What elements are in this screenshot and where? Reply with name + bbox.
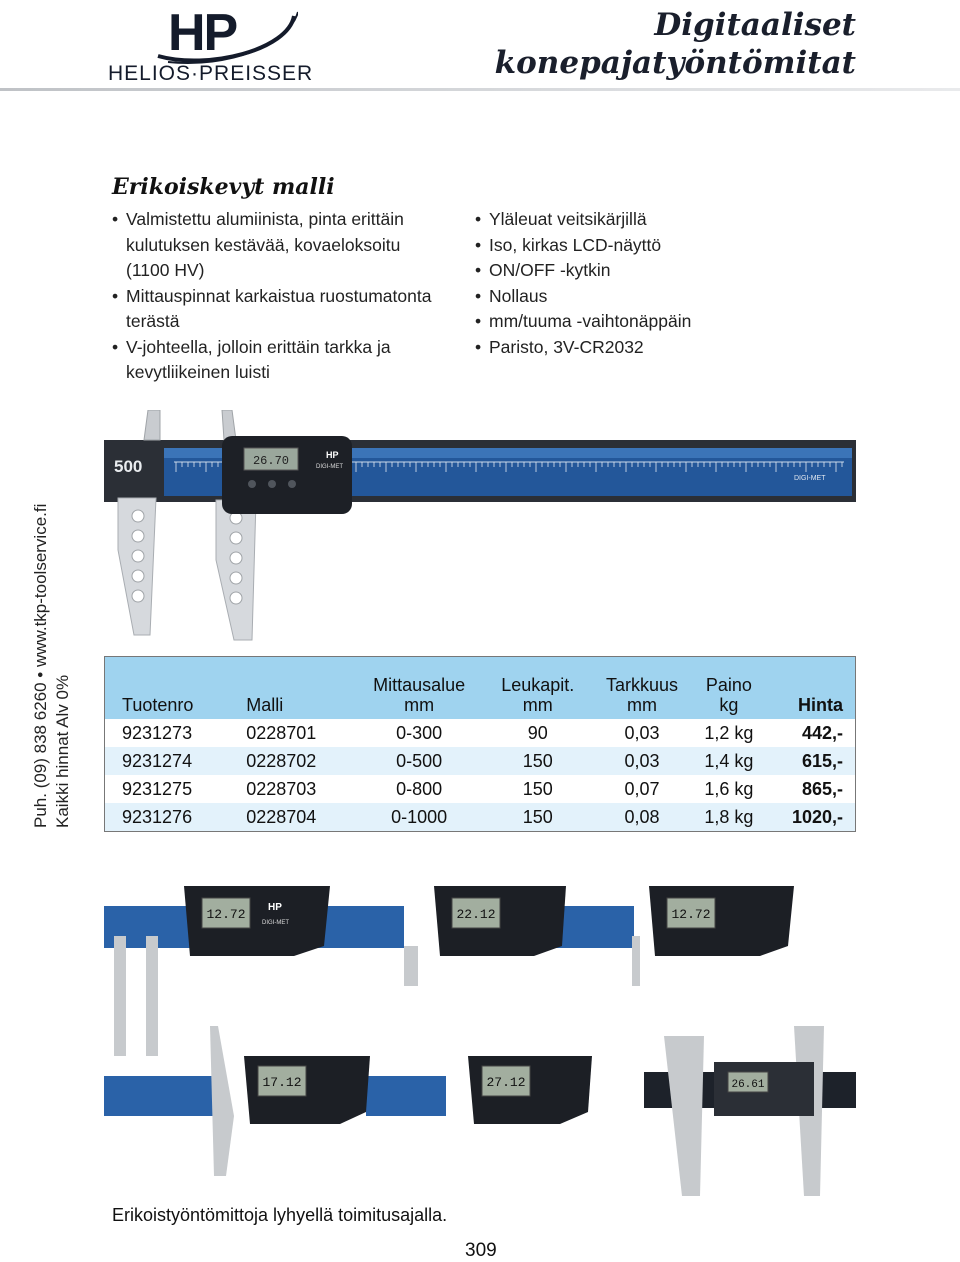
cell-paino: 1,8 kg	[694, 803, 764, 832]
cell-mittausalue: 0-1000	[353, 803, 485, 832]
cell-hinta: 442,-	[764, 719, 855, 747]
header-tarkkuus: Tarkkuus mm	[590, 657, 693, 720]
cell-tarkkuus: 0,03	[590, 747, 693, 775]
list-item: • mm/tuuma -vaihtonäppäin	[475, 309, 805, 335]
cell-hinta: 1020,-	[764, 803, 855, 832]
photo-caliper-2	[404, 886, 566, 986]
cell-malli: 0228702	[232, 747, 353, 775]
list-item: • Nollaus	[475, 284, 805, 310]
cell-paino: 1,4 kg	[694, 747, 764, 775]
cell-paino: 1,2 kg	[694, 719, 764, 747]
cell-tuotenro: 9231275	[105, 775, 233, 803]
header-hinta: Hinta	[764, 657, 855, 720]
side-contact-text	[30, 504, 74, 828]
page-title	[495, 6, 856, 82]
button-icon	[268, 480, 276, 488]
list-item: • Yläleuat veitsikärjillä	[475, 207, 805, 233]
contact-line: Puh. (09) 838 6260 • www.tkp-toolservice.fi	[31, 503, 50, 828]
table-row	[105, 803, 856, 832]
photo-brand: HP	[268, 902, 282, 913]
list-item: • Valmistettu alumiinista, pinta erittäin kulutuksen kestävää, kovaeloksoitu (1100 HV)	[112, 207, 442, 284]
cell-mittausalue: 0-500	[353, 747, 485, 775]
photo-caliper-4	[210, 1026, 370, 1176]
vat-note: Kaikki hinnat Alv 0%	[53, 674, 72, 828]
table-row	[105, 775, 856, 803]
list-item: • Paristo, 3V-CR2032	[475, 335, 805, 361]
cell-mittausalue: 0-800	[353, 775, 485, 803]
beam-label: DIGI-MET	[794, 475, 826, 482]
list-item: • Iso, kirkas LCD-näyttö	[475, 233, 805, 259]
list-item: • V-johteella, jolloin erittäin tarkka ja kevytliikeinen luisti	[112, 335, 442, 386]
helios-preisser-logo	[108, 4, 370, 86]
photo-reading: 17.12	[262, 1075, 302, 1090]
feature-list-left	[112, 207, 442, 386]
display-model: DIGI-MET	[316, 464, 343, 470]
display-brand: HP	[326, 450, 339, 460]
display-reading: 26.70	[252, 454, 290, 468]
cell-leukapit: 150	[485, 803, 590, 832]
cell-paino: 1,6 kg	[694, 775, 764, 803]
cell-tarkkuus: 0,03	[590, 719, 693, 747]
cell-tuotenro: 9231273	[105, 719, 233, 747]
button-icon	[288, 480, 296, 488]
cell-malli: 0228704	[232, 803, 353, 832]
cell-leukapit: 90	[485, 719, 590, 747]
page-number: 309	[465, 1240, 497, 1261]
photo-reading: 12.72	[671, 907, 711, 922]
scale-label: 500	[114, 457, 143, 476]
section-subtitle: Erikoiskevyt malli	[112, 174, 335, 200]
photo-reading: 12.72	[206, 907, 246, 922]
cell-malli: 0228701	[232, 719, 353, 747]
table-header-row	[105, 657, 856, 720]
photo-reading: 27.12	[486, 1075, 526, 1090]
table-row	[105, 719, 856, 747]
photo-caliper-6	[664, 1026, 824, 1196]
cell-hinta: 865,-	[764, 775, 855, 803]
cell-mittausalue: 0-300	[353, 719, 485, 747]
cell-tarkkuus: 0,08	[590, 803, 693, 832]
cell-leukapit: 150	[485, 747, 590, 775]
cell-tuotenro: 9231276	[105, 803, 233, 832]
photo-caliper-5	[468, 1056, 592, 1124]
photo-caliper-3	[632, 886, 794, 986]
header-divider	[0, 88, 960, 91]
button-icon	[248, 480, 256, 488]
logo-mark: HP	[168, 4, 237, 62]
page-title-line1: Digitaaliset	[654, 7, 856, 43]
header-leukapit: Leukapit. mm	[485, 657, 590, 720]
photo-model: DIGI-MET	[262, 920, 289, 926]
header-mittausalue: Mittausalue mm	[353, 657, 485, 720]
cell-hinta: 615,-	[764, 747, 855, 775]
page-title-line2: konepajatyöntömitat	[494, 45, 856, 81]
table-row	[105, 747, 856, 775]
product-photos	[104, 876, 856, 1196]
photo-reading: 26.61	[731, 1079, 765, 1091]
list-item: • ON/OFF -kytkin	[475, 258, 805, 284]
cell-leukapit: 150	[485, 775, 590, 803]
cell-tarkkuus: 0,07	[590, 775, 693, 803]
caliper-image	[104, 410, 856, 660]
footer-note: Erikoistyöntömittoja lyhyellä toimitusajalla.	[112, 1205, 448, 1225]
feature-list-right	[475, 207, 805, 360]
cell-malli: 0228703	[232, 775, 353, 803]
list-item: • Mittauspinnat karkaistua ruostumatonta terästä	[112, 284, 442, 335]
logo-text: HELIOS·PREISSER	[108, 62, 314, 85]
header-malli: Malli	[232, 657, 353, 720]
header-tuotenro: Tuotenro	[105, 657, 233, 720]
product-table	[104, 656, 856, 832]
header-paino: Paino kg	[694, 657, 764, 720]
photo-reading: 22.12	[456, 907, 496, 922]
cell-tuotenro: 9231274	[105, 747, 233, 775]
